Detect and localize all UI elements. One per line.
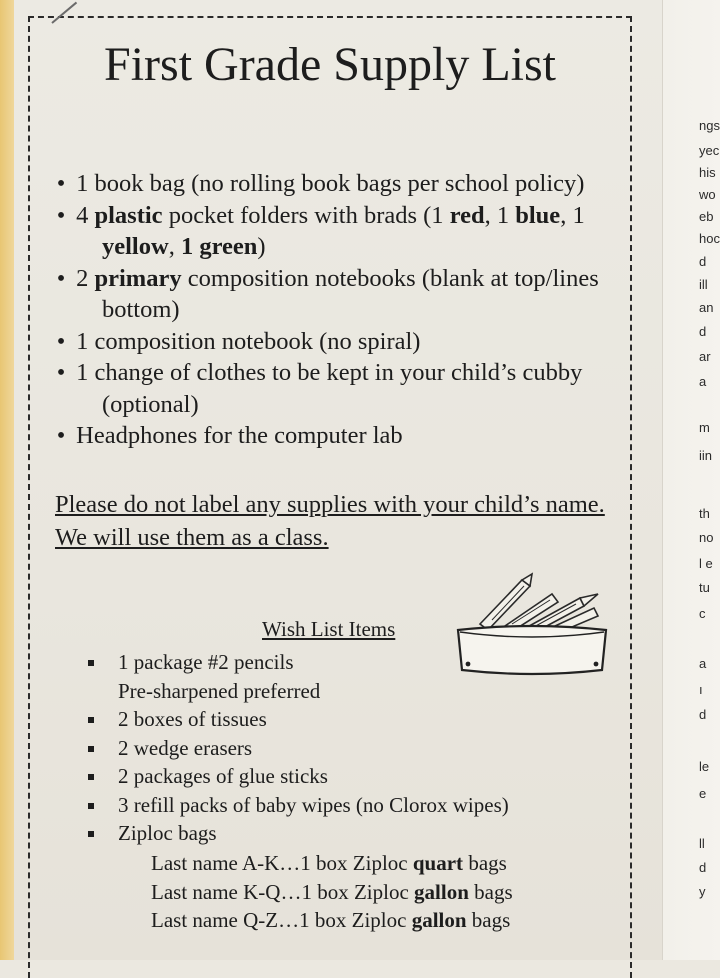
adjacent-page-fragment: th	[699, 506, 710, 521]
supply-item	[52, 263, 622, 326]
adjacent-page-fragment: c	[699, 606, 706, 621]
adjacent-page-fragment: a	[699, 656, 707, 671]
adjacent-page-fragment: d	[699, 254, 707, 269]
bullet-icon: •	[56, 170, 66, 197]
bullet-icon: •	[56, 359, 66, 386]
supply-item	[52, 200, 622, 263]
ziploc-details	[151, 849, 513, 935]
adjacent-page-fragment: d	[699, 707, 707, 722]
wish-list-item	[86, 705, 606, 734]
ziploc-line	[151, 878, 513, 907]
ziploc-line	[151, 849, 513, 878]
bullet-icon: •	[56, 327, 66, 355]
page-title: First Grade Supply List	[104, 38, 556, 91]
adjacent-page-fragment: an	[699, 300, 714, 315]
wish-list-item	[86, 762, 606, 791]
wish-item-text: 2 packages of glue sticks	[118, 764, 328, 788]
wish-list-item	[86, 648, 606, 705]
adjacent-page-fragment: ill	[699, 277, 708, 292]
text-run: 1 change of clothes to be kept in your child’s cubby (optional)	[76, 359, 583, 418]
text-run: , 1	[560, 201, 585, 229]
adjacent-page-fragment: ar	[699, 349, 711, 364]
bullet-icon: •	[56, 422, 66, 449]
text-run: 1 composition notebook (no spiral)	[76, 327, 421, 355]
bullet-icon: •	[56, 264, 66, 292]
wish-list-item	[86, 734, 606, 763]
bullet-icon: •	[56, 201, 66, 229]
text-run: 1 book bag (no rolling book bags per school policy)	[76, 170, 585, 197]
bold-text: gallon	[414, 879, 469, 904]
adjacent-page-fragment: a	[699, 374, 707, 389]
text-run: , 1	[484, 201, 516, 229]
text-run: Last name A-K…1 box Ziploc	[151, 851, 413, 875]
wish-item-text: 1 package #2 pencils	[118, 650, 294, 674]
text-run: )	[257, 233, 266, 260]
adjacent-page-fragment: m	[699, 420, 710, 435]
adjacent-page-fragment: tu	[699, 580, 710, 595]
square-bullet-icon	[88, 717, 94, 723]
supply-item	[52, 420, 622, 452]
wish-list-item	[86, 791, 606, 820]
text-run: Last name K-Q…1 box Ziploc	[151, 879, 415, 904]
text-run: bags	[463, 851, 507, 875]
adjacent-page-fragment: le	[699, 759, 710, 774]
adjacent-page-fragment: d	[699, 324, 707, 339]
adjacent-page	[662, 0, 720, 960]
wish-item-text: 2 boxes of tissues	[118, 707, 267, 731]
adjacent-page-fragment: d	[699, 860, 707, 875]
square-bullet-icon	[88, 660, 94, 666]
bold-text: primary	[94, 264, 182, 292]
adjacent-page-fragment: no	[699, 530, 714, 545]
adjacent-page-fragment: e	[699, 786, 707, 801]
wish-item-text: 2 wedge erasers	[118, 735, 253, 760]
text-run: pocket folders with brads (1	[162, 201, 450, 229]
text-run: 2	[76, 264, 95, 292]
adjacent-page-fragment: iin	[699, 448, 713, 463]
adjacent-page-fragment: l e	[699, 556, 713, 571]
supply-item	[52, 326, 622, 358]
adjacent-page-fragment: wo	[699, 187, 716, 202]
text-run: composition notebooks (blank at top/lines bottom)	[102, 264, 599, 323]
text-run: Last name Q-Z…1 box Ziploc	[151, 908, 412, 932]
square-bullet-icon	[88, 774, 94, 780]
bold-text: gallon	[411, 908, 467, 932]
wish-list-item	[86, 819, 606, 848]
adjacent-page-fragment: ll	[699, 836, 705, 851]
bold-text: yellow	[102, 233, 169, 260]
label-notice: Please do not label any supplies with your child’s name. We will use them as a class.	[55, 491, 605, 551]
wish-item-note: Pre-sharpened preferred	[118, 678, 321, 703]
adjacent-page-fragment: eb	[699, 209, 714, 224]
adjacent-page-fragment: ı	[699, 682, 703, 697]
bold-text: quart	[412, 851, 464, 875]
wish-list	[86, 648, 606, 848]
text-run: ,	[168, 233, 181, 260]
adjacent-page-fragment: yec	[699, 143, 720, 158]
supply-list	[52, 168, 622, 452]
text-run: Headphones for the computer lab	[76, 422, 403, 449]
square-bullet-icon	[88, 803, 94, 809]
adjacent-page-fragment: ngs	[699, 118, 720, 133]
bold-text: plastic	[94, 201, 163, 229]
wish-item-text: 3 refill packs of baby wipes (no Clorox wipes)	[118, 792, 509, 817]
adjacent-page-fragment: y	[699, 884, 706, 899]
text-run: bags	[466, 908, 511, 932]
adjacent-page-fragment: his	[699, 165, 716, 180]
square-bullet-icon	[88, 831, 94, 837]
supply-item	[52, 357, 622, 420]
text-run: bags	[468, 879, 513, 904]
wish-item-text: Ziploc bags	[118, 821, 217, 845]
supply-item	[52, 168, 622, 200]
bold-text: blue	[515, 201, 561, 229]
wish-list-title: Wish List Items	[262, 617, 396, 641]
text-run: 4	[76, 201, 95, 229]
adjacent-page-fragment: hoc	[699, 231, 720, 246]
ziploc-line	[151, 906, 513, 935]
bold-text: 1 green	[180, 233, 258, 260]
square-bullet-icon	[88, 746, 94, 752]
bold-text: red	[449, 201, 485, 229]
